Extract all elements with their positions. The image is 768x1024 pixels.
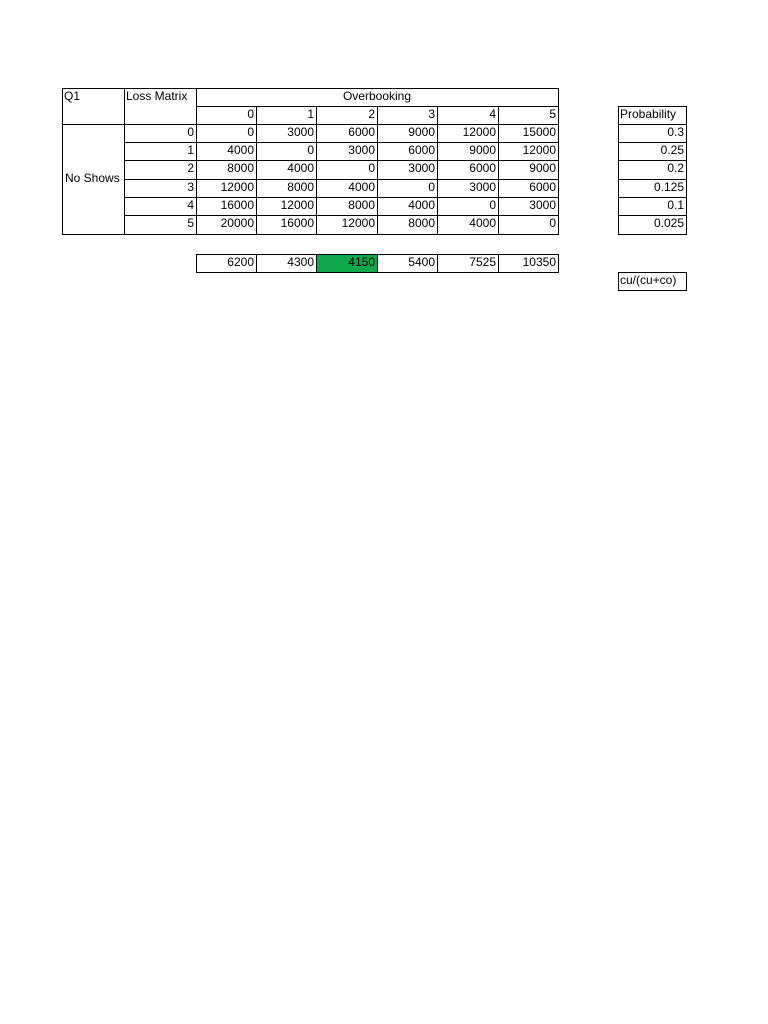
table-border [437,254,438,273]
table-border [196,254,197,273]
table-cell: 9000 [529,161,556,175]
table-cell: 0 [549,216,556,230]
expected-loss-value: 6200 [227,255,254,269]
table-border [196,88,197,235]
table-border [377,106,378,235]
table-cell: 12000 [341,216,375,230]
table-border [618,124,687,125]
no-shows-value-5: 5 [187,216,194,230]
table-border [316,254,317,273]
table-cell: 3000 [287,125,314,139]
probability-header: Probability [620,107,677,121]
table-cell: 8000 [287,180,314,194]
table-cell: 4000 [348,180,375,194]
probability-value: 0.125 [653,180,684,194]
table-cell: 6000 [408,143,435,157]
table-border [618,179,687,180]
probability-value: 0.1 [667,198,684,212]
table-border [62,234,558,235]
table-border [618,106,619,235]
loss-matrix-label: Loss Matrix [126,89,188,103]
probability-value: 0.025 [653,216,684,230]
table-border [62,88,558,89]
table-border [124,88,125,235]
overbooking-value-3: 3 [428,107,435,121]
table-cell: 4000 [287,161,314,175]
table-cell: 16000 [220,198,254,212]
expected-loss-value: 4300 [287,255,314,269]
table-border [618,272,619,291]
table-border [618,160,687,161]
table-border [498,254,499,273]
table-cell: 6000 [469,161,496,175]
table-cell: 15000 [522,125,556,139]
table-border [618,106,687,107]
table-border [377,254,378,273]
overbooking-value-1: 1 [307,107,314,121]
table-border [437,106,438,235]
table-cell: 4000 [469,216,496,230]
table-cell: 6000 [529,180,556,194]
no-shows-value-4: 4 [187,198,194,212]
question-label: Q1 [64,89,81,103]
table-border [62,124,558,125]
table-cell: 0 [489,198,496,212]
expected-loss-value: 7525 [469,255,496,269]
table-border [124,179,558,180]
table-border [618,272,687,273]
table-border [124,142,558,143]
table-border [124,160,558,161]
table-border [618,234,687,235]
table-border [256,106,257,235]
table-cell: 12000 [280,198,314,212]
table-border [256,254,257,273]
table-border [618,290,687,291]
table-cell: 3000 [408,161,435,175]
no-shows-label: No Shows [65,171,120,185]
table-border [618,197,687,198]
table-cell: 9000 [469,143,496,157]
table-cell: 4000 [227,143,254,157]
no-shows-value-3: 3 [187,180,194,194]
expected-loss-value: 5400 [408,255,435,269]
table-cell: 3000 [529,198,556,212]
table-border [686,272,687,291]
overbooking-value-2: 2 [368,107,375,121]
table-cell: 9000 [408,125,435,139]
table-cell: 16000 [280,216,314,230]
table-border [686,106,687,235]
table-cell: 12000 [462,125,496,139]
table-cell: 20000 [220,216,254,230]
expected-loss-value: 10350 [522,255,556,269]
table-cell: 12000 [522,143,556,157]
table-cell: 0 [307,143,314,157]
table-border [124,215,558,216]
table-cell: 8000 [408,216,435,230]
no-shows-value-0: 0 [187,125,194,139]
table-cell: 8000 [348,198,375,212]
formula-label: cu/(cu+co) [620,273,677,287]
table-cell: 12000 [220,180,254,194]
overbooking-value-4: 4 [489,107,496,121]
overbooking-value-0: 0 [247,107,254,121]
table-border [316,106,317,235]
probability-value: 0.25 [660,143,684,157]
table-border [62,88,63,235]
overbooking-label: Overbooking [342,89,412,103]
table-cell: 0 [247,125,254,139]
table-border [498,106,499,235]
probability-value: 0.2 [667,161,684,175]
table-border [558,88,559,235]
table-border [124,197,558,198]
table-cell: 4000 [408,198,435,212]
table-cell: 6000 [348,125,375,139]
table-border [558,254,559,273]
table-cell: 8000 [227,161,254,175]
overbooking-value-5: 5 [549,107,556,121]
table-border [618,142,687,143]
table-cell: 3000 [469,180,496,194]
no-shows-value-1: 1 [187,143,194,157]
no-shows-value-2: 2 [187,161,194,175]
table-cell: 3000 [348,143,375,157]
table-cell: 0 [368,161,375,175]
table-cell: 0 [428,180,435,194]
expected-loss-minimum: 4150 [316,254,377,272]
probability-value: 0.3 [667,125,684,139]
table-border [618,215,687,216]
